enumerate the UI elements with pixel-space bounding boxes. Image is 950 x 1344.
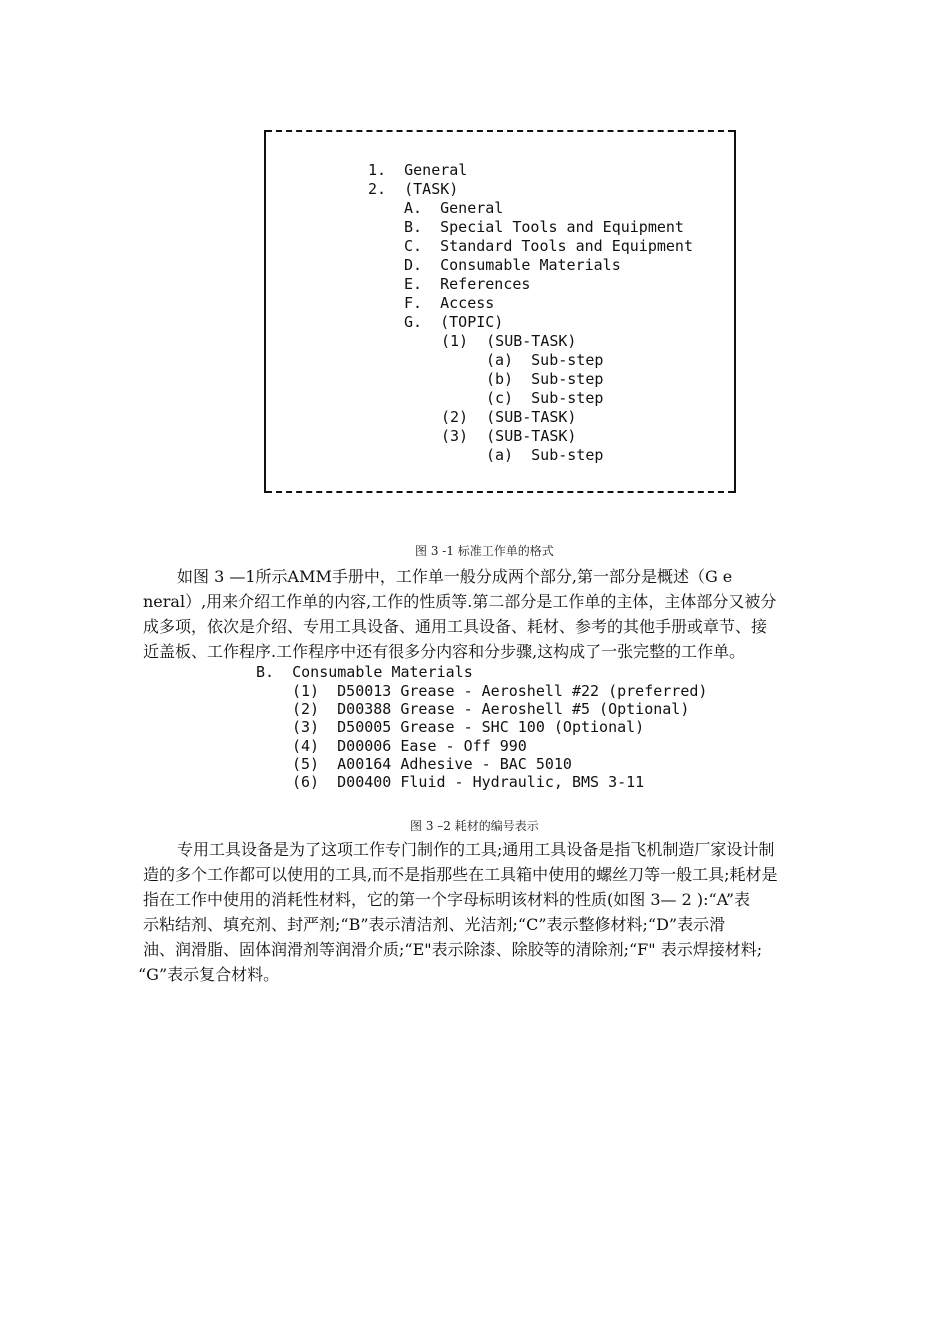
consumable-item-5: (5) A00164 Adhesive - BAC 5010 xyxy=(292,755,572,773)
outline-line-f: F. Access xyxy=(404,294,495,312)
consumable-item-2: (2) D00388 Grease - Aeroshell #5 (Optional) xyxy=(292,700,690,718)
outline-line-sub3: (3) (SUB-TASK) xyxy=(441,427,577,445)
paragraph2-line-3: 指在工作中使用的消耗性材料，它的第一个字母标明该材料的性质(如图 3— 2 ):“A”表 xyxy=(143,890,751,909)
outline-line-sub2: (2) (SUB-TASK) xyxy=(441,408,577,426)
consumable-item-3: (3) D50005 Grease - SHC 100 (Optional) xyxy=(292,718,645,736)
outline-line-g: G. (TOPIC) xyxy=(404,313,504,331)
figure-3-2-caption: 图 3 –2 耗材的编号表示 xyxy=(410,819,539,833)
consumable-item-1: (1) D50013 Grease - Aeroshell #22 (preferred) xyxy=(292,682,708,700)
paragraph2-line-4: 示粘结剂、填充剂、封严剂;“B”表示清洁剂、光洁剂;“C”表示整修材料;“D”表示滑 xyxy=(143,915,726,934)
outline-line-1: 1. General xyxy=(368,161,468,179)
outline-line-e: E. References xyxy=(404,275,531,293)
outline-line-sub1: (1) (SUB-TASK) xyxy=(441,332,577,350)
outline-line-c: C. Standard Tools and Equipment xyxy=(404,237,693,255)
paragraph1-line-2: neral）,用来介绍工作单的内容,工作的性质等.第二部分是工作单的主体，主体部分又被分 xyxy=(143,592,777,611)
consumables-heading: B. Consumable Materials xyxy=(256,663,473,681)
outline-line-sub1-b: (b) Sub-step xyxy=(486,370,604,388)
paragraph2-line-5: 油、润滑脂、固体润滑剂等润滑介质;“E"表示除漆、除胶等的清除剂;“F" 表示焊接材料; xyxy=(143,940,763,959)
outline-line-sub1-c: (c) Sub-step xyxy=(486,389,604,407)
box-bottom-dashed-border xyxy=(266,491,734,493)
box-top-dashed-border xyxy=(266,130,734,132)
paragraph2-line-6: “G”表示复合材料。 xyxy=(138,965,280,984)
outline-line-2: 2. (TASK) xyxy=(368,180,459,198)
figure-3-1-caption: 图 3 -1 标准工作单的格式 xyxy=(415,544,554,558)
paragraph2-line-2: 造的多个工作都可以使用的工具,而不是指那些在工具箱中使用的螺丝刀等一般工具;耗材是 xyxy=(143,865,778,884)
outline-line-d: D. Consumable Materials xyxy=(404,256,621,274)
paragraph1-line-4: 近盖板、工作程序.工作程序中还有很多分内容和分步骤,这构成了一张完整的工作单。 xyxy=(143,642,746,661)
consumable-item-4: (4) D00006 Ease - Off 990 xyxy=(292,737,527,755)
outline-line-b: B. Special Tools and Equipment xyxy=(404,218,684,236)
outline-line-sub1-a: (a) Sub-step xyxy=(486,351,604,369)
outline-line-a: A. General xyxy=(404,199,504,217)
paragraph1-line-1: 如图 3 —1所示AMM手册中，工作单一般分成两个部分,第一部分是概述（G e xyxy=(177,567,733,586)
outline-line-sub3-a: (a) Sub-step xyxy=(486,446,604,464)
paragraph2-line-1: 专用工具设备是为了这项工作专门制作的工具;通用工具设备是指飞机制造厂家设计制 xyxy=(177,840,775,859)
consumable-item-6: (6) D00400 Fluid - Hydraulic, BMS 3-11 xyxy=(292,773,645,791)
paragraph1-line-3: 成多项，依次是介绍、专用工具设备、通用工具设备、耗材、参考的其他手册或章节、接 xyxy=(143,617,768,636)
